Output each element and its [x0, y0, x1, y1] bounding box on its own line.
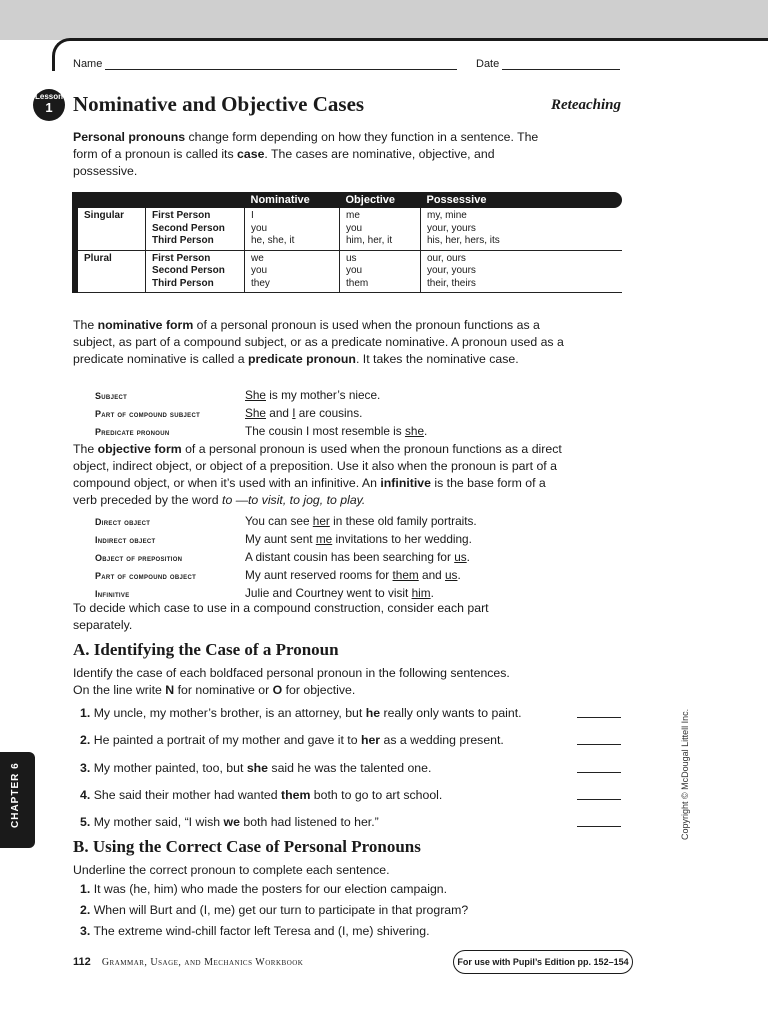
nom-text-2: of a personal pronoun is used when the pronoun functions as a subject, as part of a compound subject, or as a predicate nominative. A pronoun used as a predicate nominative is called a — [73, 318, 564, 366]
nominative-cell: we you they — [245, 250, 340, 293]
inst-text: for nominative or — [174, 683, 273, 697]
col-objective: Objective — [340, 192, 421, 208]
example-post: . — [457, 568, 461, 582]
answer-line[interactable] — [577, 744, 621, 745]
date-row — [476, 58, 620, 70]
example-pre: The cousin I most resemble is — [245, 424, 405, 438]
lesson-word: Lesson — [34, 92, 63, 101]
nominative-examples — [95, 387, 427, 441]
example-pre: My aunt sent — [245, 532, 316, 546]
item-post: as a wedding present. — [380, 733, 504, 747]
example-row — [95, 423, 427, 441]
item-number: 3. — [80, 761, 91, 775]
intro-bold-2: case — [237, 147, 265, 161]
table-row-plural — [75, 250, 622, 293]
example-post: are cousins. — [295, 406, 363, 420]
example-underline: us — [454, 550, 467, 564]
section-a-title: A. Identifying the Case of a Pronoun — [73, 640, 339, 659]
lesson-number: 1 — [45, 100, 53, 115]
example-pre: Julie and Courtney went to visit — [245, 586, 412, 600]
answer-line[interactable] — [577, 717, 621, 718]
example-mid: in these old family portraits. — [329, 514, 477, 528]
footer — [73, 956, 303, 968]
nom-bold-1: nominative form — [97, 318, 194, 332]
name-row — [73, 58, 457, 70]
nominative-paragraph — [73, 317, 565, 368]
example-underline: she — [404, 424, 425, 438]
example-mid: . — [424, 424, 428, 438]
date-label: Date — [476, 58, 500, 70]
intro-text-2: . The cases are nominative, objective, and possessive. — [73, 147, 495, 178]
intro-paragraph — [73, 129, 553, 180]
example-pre: A distant cousin has been searching for — [245, 550, 455, 564]
item-post: said he was the talented one. — [268, 761, 432, 775]
possessive-cell: my, mine your, yours his, her, hers, its — [421, 208, 623, 250]
example-underline: him — [411, 586, 431, 600]
table-row-singular — [75, 208, 622, 250]
obj-bold-1: objective form — [97, 442, 182, 456]
section-a-instructions — [73, 665, 573, 699]
reteaching-tag: Reteaching — [551, 97, 621, 113]
example-row — [95, 567, 477, 585]
example-underline: me — [315, 532, 333, 546]
answer-line[interactable] — [577, 772, 621, 773]
intro-text-1: change form depending on how they function in a sentence. The form of a pronoun is called its — [73, 130, 539, 161]
example-row — [95, 531, 477, 549]
example-label: Part of compound subject — [95, 409, 201, 419]
section-a-item-2 — [80, 733, 625, 747]
inst-text: for objective. — [282, 683, 356, 697]
section-a-inst-line-2 — [73, 682, 573, 699]
item-post: both to go to art school. — [310, 788, 443, 802]
item-post: both had listened to her.” — [239, 815, 379, 829]
section-a-inst-line-1: Identify the case of each boldfaced personal pronoun in the following sentences. — [73, 666, 510, 680]
example-label: Part of compound object — [95, 571, 197, 581]
pupil-edition-badge: For use with Pupil’s Edition pp. 152–154 — [453, 950, 633, 974]
example-row — [95, 513, 477, 531]
example-underline: her — [312, 514, 330, 528]
item-pronoun: she — [246, 761, 269, 775]
example-label: Direct object — [95, 517, 151, 527]
example-mid: . — [466, 550, 470, 564]
obj-text-1: The — [73, 442, 98, 456]
item-pre: She said their mother had wanted — [93, 788, 281, 802]
inst-bold-n: N — [165, 683, 175, 697]
section-b-item-1 — [80, 882, 625, 896]
table-header-row — [75, 192, 622, 208]
example-underline: She — [245, 388, 266, 402]
obj-text-2: of a personal pronoun is used when the pronoun functions as a direct object, indirect object, or object of a preposition. Use it also when the pronoun is part of a compound object, or when it’s used with an infinitive. An — [73, 442, 562, 490]
section-a-item-1 — [80, 706, 625, 720]
col-nominative: Nominative — [245, 192, 340, 208]
group-label: Plural — [75, 250, 146, 293]
compound-note: To decide which case to use in a compound construction, consider each part separately. — [73, 601, 489, 632]
item-pre: My uncle, my mother’s brother, is an attorney, but — [93, 706, 366, 720]
example-underline-2: I — [292, 406, 296, 420]
nom-bold-2: predicate pronoun — [248, 352, 356, 366]
persons-cell: First Person Second Person Third Person — [146, 208, 245, 250]
item-text[interactable]: When will Burt and (I, me) get our turn to participate in that program? — [93, 903, 469, 917]
objective-cell: us you them — [340, 250, 421, 293]
item-number: 4. — [80, 788, 91, 802]
lesson-badge — [33, 89, 65, 121]
obj-bold-2: infinitive — [380, 476, 431, 490]
inst-text: On the line write — [73, 683, 166, 697]
persons-cell: First Person Second Person Third Person — [146, 250, 245, 293]
example-mid: is my mother’s niece. — [266, 388, 381, 402]
item-number: 1. — [80, 706, 91, 720]
workbook-title: Grammar, Usage, and Mechanics Workbook — [101, 957, 304, 968]
section-b-item-2 — [80, 903, 625, 917]
intro-bold-1: Personal pronouns — [73, 130, 186, 144]
item-number: 2. — [80, 903, 91, 917]
item-text[interactable]: The extreme wind-chill factor left Teresa and (I, me) shivering. — [93, 924, 430, 938]
obj-italic: to —to visit, to jog, to play. — [222, 493, 366, 507]
item-pronoun: he — [365, 706, 381, 720]
item-pre: My mother painted, too, but — [93, 761, 247, 775]
example-underline: She — [245, 406, 266, 420]
inst-bold-o: O — [272, 683, 283, 697]
name-label: Name — [73, 58, 103, 70]
name-line[interactable] — [105, 59, 457, 70]
item-pronoun: them — [281, 788, 311, 802]
item-number: 1. — [80, 882, 91, 896]
chapter-label: CHAPTER 6 — [10, 762, 21, 828]
section-a-item-4 — [80, 788, 625, 802]
top-gray-band — [0, 0, 768, 40]
example-row — [95, 549, 477, 567]
obj-text-3: is the base form of a verb preceded by the word — [73, 476, 546, 507]
group-label: Singular — [75, 208, 146, 250]
section-a-item-3 — [80, 761, 625, 775]
example-pre: My aunt reserved rooms for — [245, 568, 393, 582]
item-pronoun: we — [223, 815, 240, 829]
nom-text-1: The — [73, 318, 98, 332]
example-label: Infinitive — [95, 589, 130, 599]
item-number: 3. — [80, 924, 91, 938]
example-pre: You can see — [245, 514, 313, 528]
section-b-instructions: Underline the correct pronoun to complete each sentence. — [73, 863, 390, 877]
item-number: 2. — [80, 733, 91, 747]
example-row — [95, 387, 427, 405]
item-pronoun: her — [360, 733, 381, 747]
possessive-cell: our, ours your, yours their, theirs — [421, 250, 623, 293]
section-b-title: B. Using the Correct Case of Personal Pronouns — [73, 837, 421, 856]
objective-cell: me you him, her, it — [340, 208, 421, 250]
nom-text-3: . It takes the nominative case. — [355, 352, 519, 366]
example-row — [95, 405, 427, 423]
chapter-tab — [0, 752, 35, 848]
objective-examples — [95, 513, 477, 603]
page-title: Nominative and Objective Cases — [73, 92, 365, 116]
example-mid: . — [430, 586, 434, 600]
item-pre: He painted a portrait of my mother and gave it to — [93, 733, 361, 747]
item-number: 5. — [80, 815, 91, 829]
objective-paragraph — [73, 441, 565, 509]
example-underline-2: us — [445, 568, 458, 582]
date-line[interactable] — [502, 59, 620, 70]
nominative-cell: I you he, she, it — [245, 208, 340, 250]
copyright-text: Copyright © McDougal Littell Inc. — [680, 708, 690, 840]
example-mid: invitations to her wedding. — [332, 532, 472, 546]
example-label: Object of preposition — [95, 553, 183, 563]
answer-line[interactable] — [577, 799, 621, 800]
example-mid: and — [266, 406, 293, 420]
pronoun-case-table — [72, 192, 622, 293]
item-text[interactable]: It was (he, him) who made the posters for our election campaign. — [93, 882, 448, 896]
example-underline: them — [392, 568, 419, 582]
example-label: Indirect object — [95, 535, 156, 545]
item-pre: My mother said, “I wish — [93, 815, 224, 829]
col-possessive: Possessive — [421, 192, 623, 208]
answer-line[interactable] — [577, 826, 621, 827]
page-number: 112 — [73, 956, 91, 968]
example-label: Predicate pronoun — [95, 427, 170, 437]
example-label: Subject — [95, 391, 128, 401]
section-b-item-3 — [80, 924, 625, 938]
example-mid: and — [418, 568, 445, 582]
item-post: really only wants to paint. — [380, 706, 522, 720]
section-a-item-5 — [80, 815, 625, 829]
